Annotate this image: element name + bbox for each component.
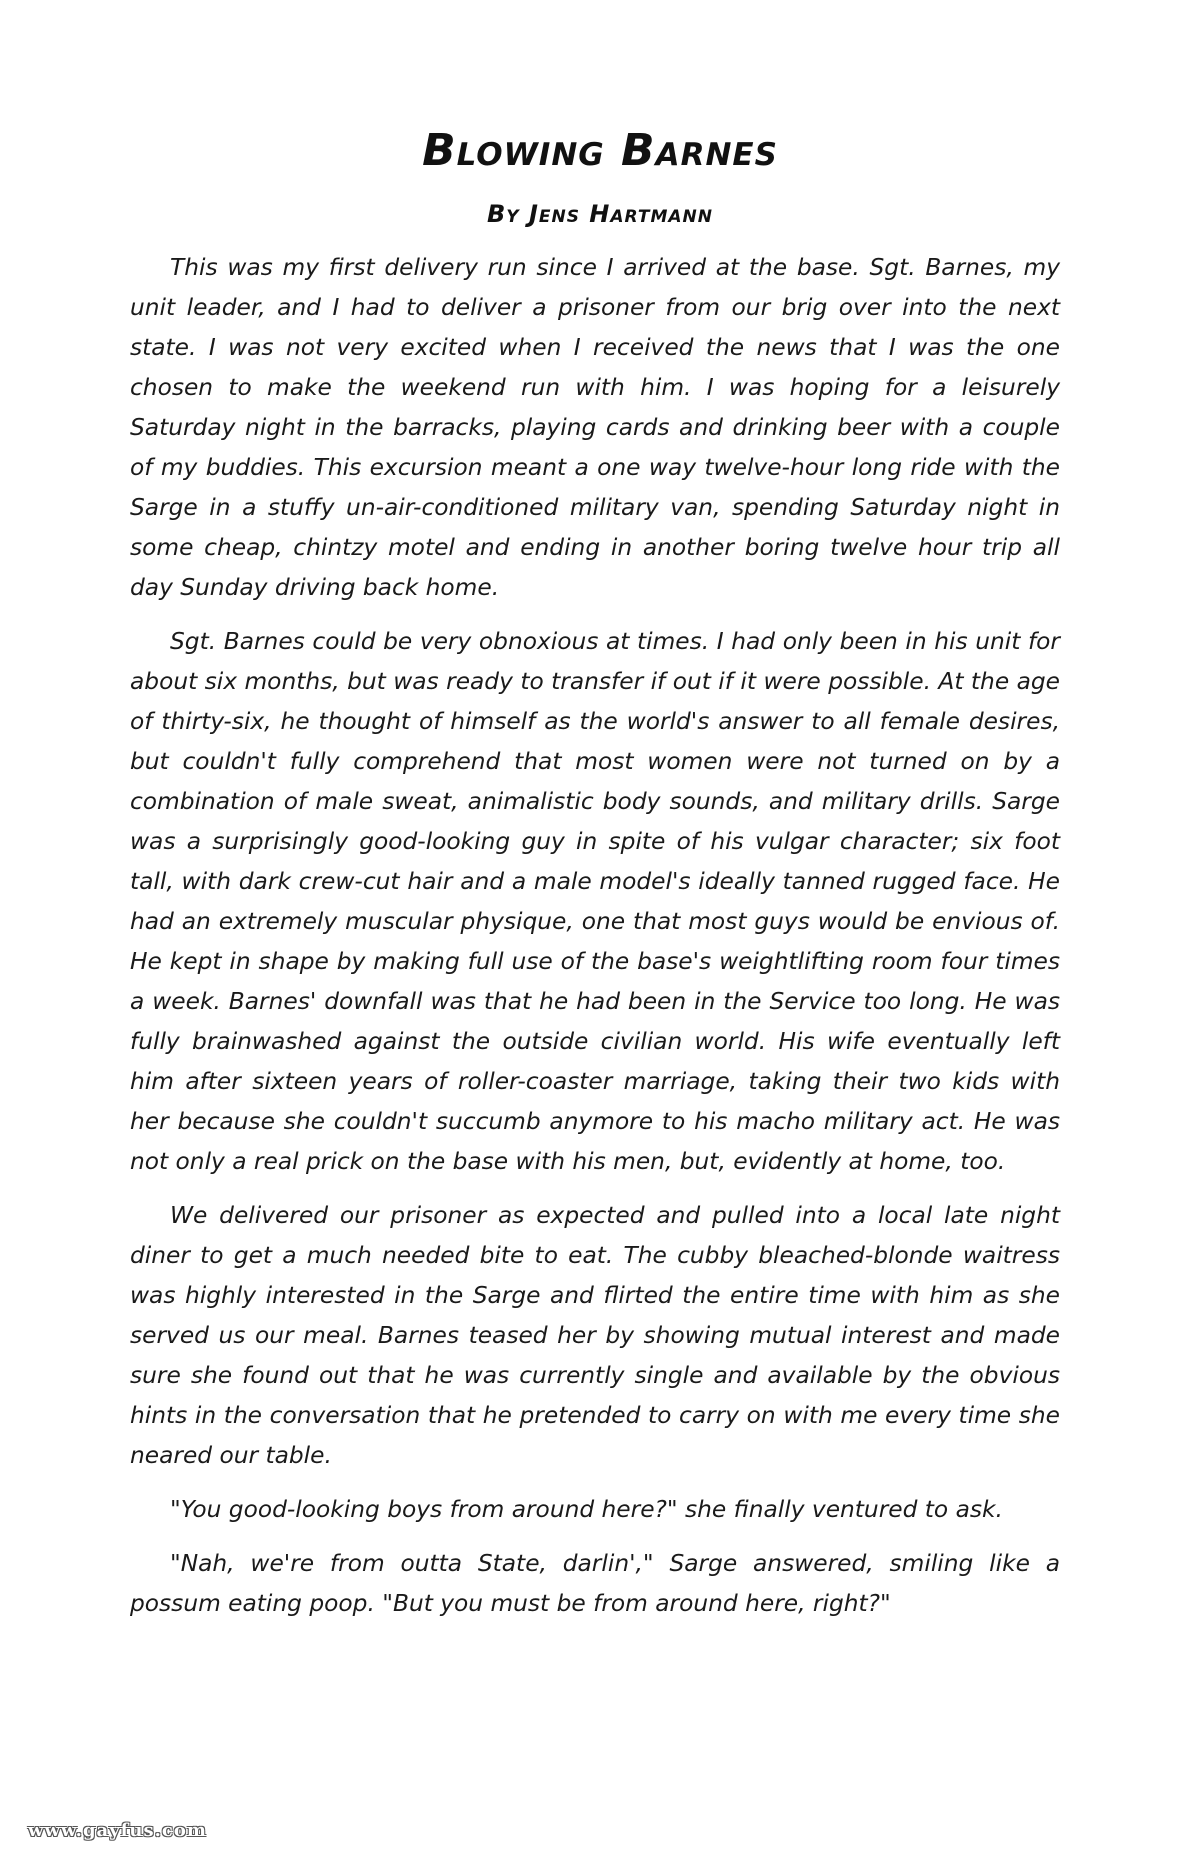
- paragraph: "You good-looking boys from around here?" she finally ventured to ask.: [170, 1496, 1003, 1523]
- story-body: [130, 248, 1060, 1638]
- story-title: Blowing Barnes: [422, 125, 778, 176]
- paragraph: This was my first delivery run since I arrived at the base. Sgt. Barnes, my unit leader, and I had to deliver a prisoner from our brig over into the next state. I was not very excited when I received the news that I was the one chosen to make the weekend run with him. I was hoping for a leisurely Saturday night in the barracks, playing cards and drinking beer with a couple of my buddies. This excursion meant a one way twelve-hour long ride with the Sarge in a stuffy un-air-conditioned military van, spending Saturday night in some cheap, chintzy motel and ending in another boring twelve hour trip all day Sunday driving back home.: [130, 254, 1060, 601]
- story-byline: By Jens Hartmann: [486, 200, 714, 228]
- paragraph: We delivered our prisoner as expected and pulled into a local late night diner to get a much needed bite to eat. The cubby bleached-blonde waitress was highly interested in the Sarge and flirted the entire time with him as she served us our meal. Barnes teased her by showing mutual interest and made sure she found out that he was currently single and available by the obvious hints in the conversation that he pretended to carry on with me every time she neared our table.: [130, 1202, 1060, 1469]
- paragraph: "Nah, we're from outta State, darlin'," Sarge answered, smiling like a possum eating poop. "But you must be from around here, right?": [130, 1550, 1060, 1617]
- site-watermark: www.gayfus.com: [28, 1820, 207, 1841]
- paragraph: Sgt. Barnes could be very obnoxious at times. I had only been in his unit for about six months, but was ready to transfer if out if it were possible. At the age of thirty-six, he thought of himself as the world's answer to all female desires, but couldn't fully comprehend that most women were not turned on by a combination of male sweat, animalistic body sounds, and military drills. Sarge was a surprisingly good-looking guy in spite of his vulgar character; six foot tall, with dark crew-cut hair and a male model's ideally tanned rugged face. He had an extremely muscular physique, one that most guys would be envious of. He kept in shape by making full use of the base's weightlifting room four times a week. Barnes' downfall was that he had been in the Service too long. He was fully brainwashed against the outside civilian world. His wife eventually left him after sixteen years of roller-coaster marriage, taking their two kids with her because she couldn't succumb anymore to his macho military act. He was not only a real prick on the base with his men, but, evidently at home, too.: [130, 628, 1060, 1175]
